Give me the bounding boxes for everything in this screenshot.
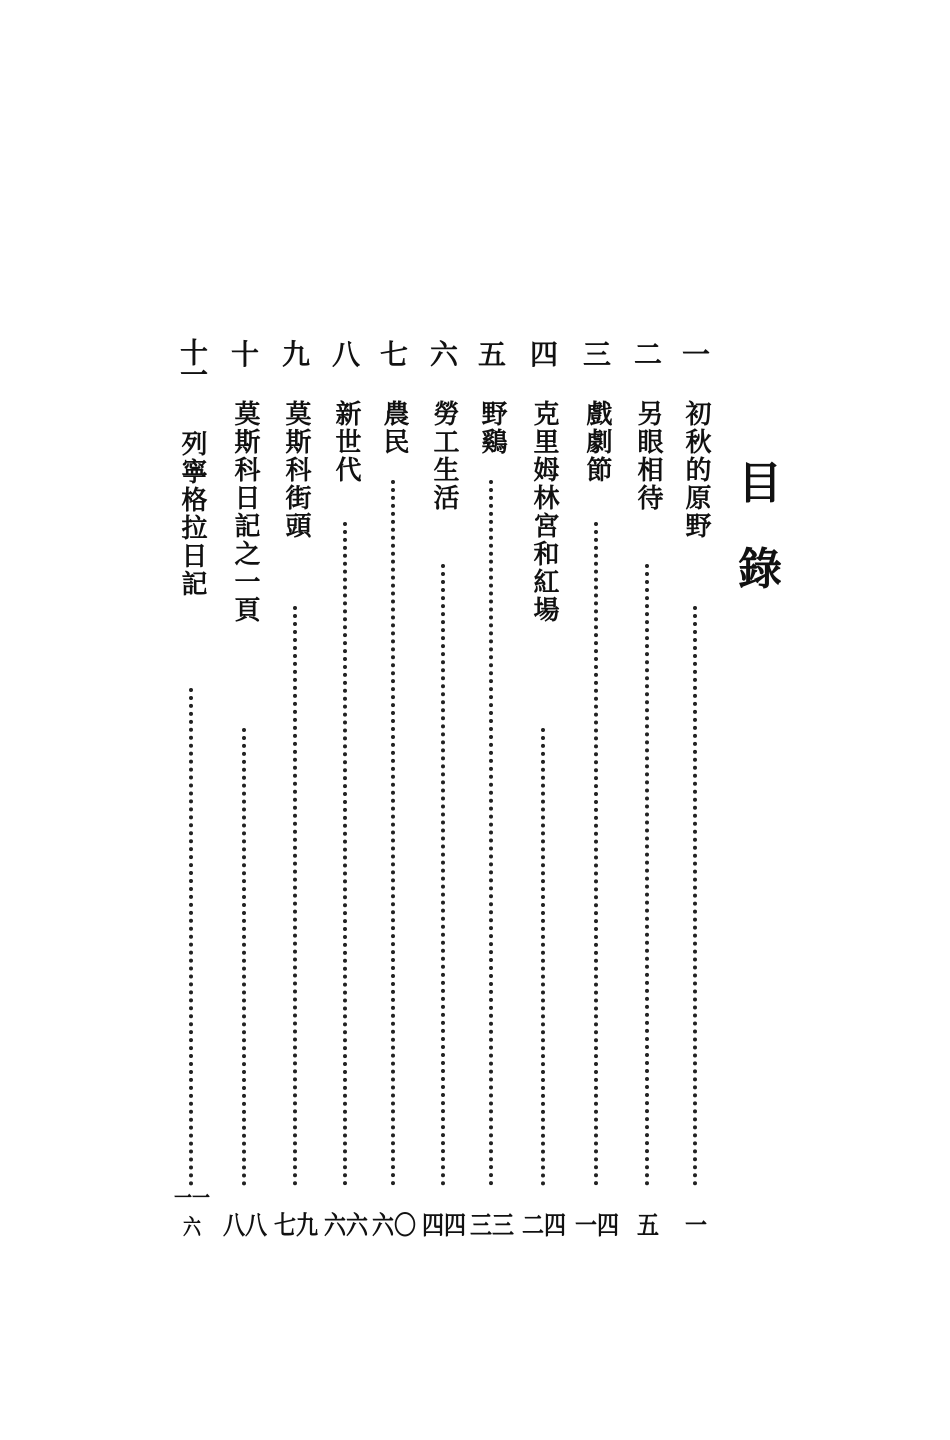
toc-entry-6[interactable] bbox=[421, 338, 466, 1241]
entry-number: 二 bbox=[633, 338, 662, 371]
entry-title: 莫斯科日記之一頁 bbox=[230, 400, 260, 624]
dot-leader bbox=[441, 564, 451, 1186]
toc-entry-2[interactable] bbox=[628, 338, 668, 1241]
entry-title: 野鷄 bbox=[477, 400, 507, 456]
dot-leader bbox=[242, 728, 252, 1186]
dot-leader bbox=[645, 564, 655, 1186]
toc-entry-7[interactable] bbox=[371, 338, 416, 1241]
entry-page-number: 一 bbox=[684, 1211, 707, 1241]
entry-page-number: 六六 bbox=[323, 1211, 368, 1241]
entry-number: 六 bbox=[429, 338, 458, 371]
entry-title: 莫斯科街頭 bbox=[281, 400, 311, 540]
toc-entry-8[interactable] bbox=[323, 338, 368, 1241]
title-char-lu: 錄 bbox=[738, 544, 782, 595]
dot-leader bbox=[489, 480, 499, 1186]
entry-page-number: 一一六 bbox=[174, 1186, 210, 1241]
toc-entry-9[interactable] bbox=[273, 338, 318, 1241]
entry-title: 另眼相待 bbox=[633, 400, 663, 512]
entry-number: 七 bbox=[379, 338, 408, 371]
entry-number: 十 bbox=[230, 338, 259, 371]
toc-entry-11[interactable] bbox=[172, 338, 212, 1241]
entry-number: 四 bbox=[529, 338, 558, 371]
entry-page-number: 二四 bbox=[521, 1211, 566, 1241]
entry-page-number: 七九 bbox=[273, 1211, 318, 1241]
dot-leader bbox=[693, 606, 703, 1186]
entry-page-number: 四四 bbox=[421, 1211, 466, 1241]
entry-title: 新世代 bbox=[331, 400, 361, 484]
dot-leader bbox=[391, 480, 401, 1186]
dot-leader bbox=[541, 728, 551, 1186]
entry-page-number: 一四 bbox=[574, 1211, 619, 1241]
entry-title: 戲劇節 bbox=[582, 400, 612, 484]
entry-title: 初秋的原野 bbox=[681, 400, 711, 540]
entry-number: 五 bbox=[477, 338, 506, 371]
entry-page-number: 六〇 bbox=[371, 1211, 416, 1241]
entry-page-number: 五 bbox=[636, 1211, 659, 1241]
entry-title: 勞工生活 bbox=[429, 400, 459, 512]
entry-number: 八 bbox=[331, 338, 360, 371]
dot-leader bbox=[343, 522, 353, 1186]
entry-number: 十一 bbox=[176, 338, 209, 382]
page-title bbox=[735, 458, 785, 596]
toc-entry-10[interactable] bbox=[222, 338, 267, 1241]
entry-number: 三 bbox=[582, 338, 611, 371]
entry-page-number: 八八 bbox=[222, 1211, 267, 1241]
dot-leader bbox=[189, 688, 199, 1186]
toc-entry-1[interactable] bbox=[676, 338, 716, 1241]
dot-leader bbox=[293, 606, 303, 1186]
toc-entry-4[interactable] bbox=[521, 338, 566, 1241]
entry-title: 列寧格拉日記 bbox=[177, 430, 207, 598]
entry-number: 一 bbox=[681, 338, 710, 371]
dot-leader bbox=[594, 522, 604, 1186]
toc-entry-5[interactable] bbox=[469, 338, 514, 1241]
entry-page-number: 三三 bbox=[469, 1211, 514, 1241]
entry-number: 九 bbox=[281, 338, 310, 371]
toc-entry-3[interactable] bbox=[574, 338, 619, 1241]
entry-title: 克里姆林宮和紅場 bbox=[529, 400, 559, 624]
entry-title: 農民 bbox=[379, 400, 409, 456]
title-char-mu: 目 bbox=[738, 458, 782, 509]
